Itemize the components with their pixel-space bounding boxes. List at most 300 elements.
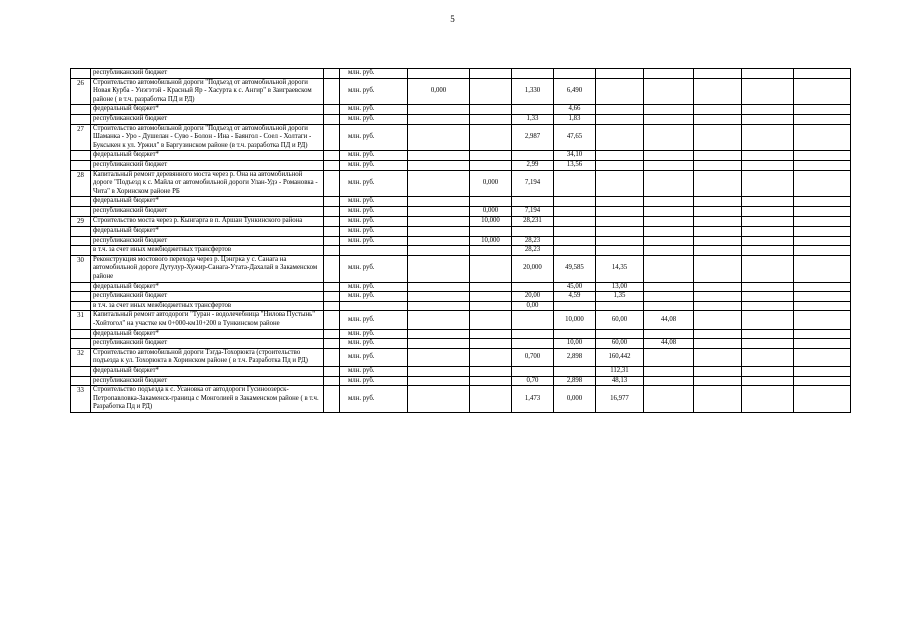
row-number bbox=[71, 236, 91, 246]
value-cell: 60,00 bbox=[596, 311, 644, 329]
spacer-cell bbox=[324, 197, 340, 207]
row-number bbox=[71, 292, 91, 302]
row-number: 32 bbox=[71, 348, 91, 366]
spacer-cell bbox=[324, 301, 340, 311]
value-cell bbox=[794, 151, 851, 161]
value-cell bbox=[694, 236, 742, 246]
value-cell bbox=[408, 151, 470, 161]
value-cell bbox=[794, 227, 851, 237]
row-number bbox=[71, 376, 91, 386]
value-cell bbox=[408, 160, 470, 170]
row-description: Капитальный ремонт автодороги "Туран - водолечебница "Нилова Пустынь" -Хойтогол" на участке км 0+000-км10+200 в Тункинском районе bbox=[91, 311, 324, 329]
value-cell bbox=[644, 236, 694, 246]
value-cell bbox=[408, 114, 470, 124]
spacer-cell bbox=[324, 216, 340, 227]
value-cell bbox=[596, 246, 644, 256]
row-unit: млн. руб. bbox=[340, 197, 408, 207]
row-number bbox=[71, 367, 91, 377]
value-cell: 0,00 bbox=[512, 301, 554, 311]
row-number bbox=[71, 227, 91, 237]
value-cell bbox=[596, 206, 644, 216]
value-cell bbox=[694, 311, 742, 329]
value-cell: 0,000 bbox=[408, 78, 470, 105]
value-cell bbox=[794, 292, 851, 302]
budget-table bbox=[70, 68, 851, 413]
row-unit: млн. руб. bbox=[340, 292, 408, 302]
value-cell: 44,08 bbox=[644, 311, 694, 329]
row-unit: млн. руб. bbox=[340, 105, 408, 115]
value-cell: 4,66 bbox=[554, 105, 596, 115]
table-row bbox=[71, 348, 851, 366]
value-cell bbox=[596, 236, 644, 246]
value-cell bbox=[554, 301, 596, 311]
value-cell bbox=[742, 282, 794, 292]
row-unit: млн. руб. bbox=[340, 160, 408, 170]
table-row bbox=[71, 339, 851, 349]
value-cell bbox=[408, 282, 470, 292]
value-cell: 1,330 bbox=[512, 78, 554, 105]
table-row bbox=[71, 292, 851, 302]
value-cell bbox=[644, 376, 694, 386]
row-description: федеральный бюджет* bbox=[91, 197, 324, 207]
value-cell bbox=[470, 311, 512, 329]
value-cell bbox=[512, 227, 554, 237]
value-cell bbox=[794, 236, 851, 246]
value-cell: 28,23 bbox=[512, 236, 554, 246]
value-cell bbox=[694, 151, 742, 161]
spacer-cell bbox=[324, 386, 340, 413]
value-cell bbox=[644, 78, 694, 105]
table-row bbox=[71, 78, 851, 105]
value-cell bbox=[794, 386, 851, 413]
row-description: Строительство подъезда к с. Усановка от автодороги Гусиноозерск-Петропавловка-Закаменск-граница с Монголией в Закаменском районе ( в т.ч. Разработка Пд и РД) bbox=[91, 386, 324, 413]
row-unit bbox=[340, 301, 408, 311]
value-cell bbox=[554, 367, 596, 377]
page-number: 5 bbox=[450, 14, 455, 24]
value-cell bbox=[470, 105, 512, 115]
value-cell bbox=[644, 197, 694, 207]
value-cell bbox=[408, 339, 470, 349]
value-cell: 47,65 bbox=[554, 124, 596, 151]
spacer-cell bbox=[324, 236, 340, 246]
row-description: республиканский бюджет bbox=[91, 206, 324, 216]
value-cell bbox=[742, 386, 794, 413]
value-cell: 2,987 bbox=[512, 124, 554, 151]
value-cell bbox=[694, 114, 742, 124]
value-cell bbox=[794, 114, 851, 124]
row-number: 29 bbox=[71, 216, 91, 227]
value-cell bbox=[694, 216, 742, 227]
row-unit: млн. руб. bbox=[340, 69, 408, 79]
table-row bbox=[71, 197, 851, 207]
value-cell bbox=[694, 329, 742, 339]
row-number bbox=[71, 160, 91, 170]
spacer-cell bbox=[324, 170, 340, 197]
value-cell bbox=[644, 160, 694, 170]
value-cell bbox=[694, 160, 742, 170]
value-cell bbox=[644, 69, 694, 79]
value-cell: 0,700 bbox=[512, 348, 554, 366]
value-cell bbox=[794, 376, 851, 386]
spacer-cell bbox=[324, 69, 340, 79]
row-unit: млн. руб. bbox=[340, 114, 408, 124]
value-cell bbox=[408, 216, 470, 227]
value-cell bbox=[408, 329, 470, 339]
value-cell bbox=[554, 246, 596, 256]
value-cell bbox=[596, 124, 644, 151]
spacer-cell bbox=[324, 367, 340, 377]
table-row bbox=[71, 236, 851, 246]
row-unit: млн. руб. bbox=[340, 216, 408, 227]
row-description: республиканский бюджет bbox=[91, 160, 324, 170]
value-cell bbox=[470, 386, 512, 413]
value-cell bbox=[408, 348, 470, 366]
value-cell bbox=[694, 301, 742, 311]
row-unit: млн. руб. bbox=[340, 151, 408, 161]
value-cell bbox=[694, 170, 742, 197]
value-cell bbox=[470, 348, 512, 366]
table-row bbox=[71, 329, 851, 339]
value-cell bbox=[554, 236, 596, 246]
value-cell bbox=[470, 114, 512, 124]
value-cell bbox=[408, 236, 470, 246]
value-cell: 14,35 bbox=[596, 255, 644, 282]
value-cell: 20,000 bbox=[512, 255, 554, 282]
value-cell bbox=[694, 197, 742, 207]
value-cell bbox=[794, 69, 851, 79]
value-cell bbox=[644, 367, 694, 377]
value-cell bbox=[644, 170, 694, 197]
value-cell bbox=[596, 105, 644, 115]
table-row bbox=[71, 216, 851, 227]
value-cell bbox=[644, 114, 694, 124]
value-cell bbox=[470, 339, 512, 349]
row-unit: млн. руб. bbox=[340, 227, 408, 237]
spacer-cell bbox=[324, 206, 340, 216]
table-row bbox=[71, 311, 851, 329]
table-row bbox=[71, 69, 851, 79]
value-cell bbox=[470, 301, 512, 311]
value-cell bbox=[794, 170, 851, 197]
value-cell bbox=[512, 329, 554, 339]
value-cell bbox=[742, 376, 794, 386]
row-number bbox=[71, 105, 91, 115]
row-unit: млн. руб. bbox=[340, 386, 408, 413]
value-cell: 4,59 bbox=[554, 292, 596, 302]
spacer-cell bbox=[324, 348, 340, 366]
spacer-cell bbox=[324, 105, 340, 115]
value-cell bbox=[470, 329, 512, 339]
value-cell bbox=[694, 124, 742, 151]
value-cell bbox=[408, 292, 470, 302]
value-cell bbox=[470, 69, 512, 79]
value-cell bbox=[644, 282, 694, 292]
value-cell bbox=[794, 301, 851, 311]
value-cell: 34,10 bbox=[554, 151, 596, 161]
table-row bbox=[71, 367, 851, 377]
value-cell bbox=[596, 197, 644, 207]
value-cell: 60,00 bbox=[596, 339, 644, 349]
row-description: федеральный бюджет* bbox=[91, 151, 324, 161]
value-cell bbox=[742, 216, 794, 227]
value-cell bbox=[470, 197, 512, 207]
value-cell: 6,490 bbox=[554, 78, 596, 105]
value-cell bbox=[644, 246, 694, 256]
value-cell bbox=[742, 236, 794, 246]
value-cell bbox=[470, 151, 512, 161]
value-cell: 48,13 bbox=[596, 376, 644, 386]
row-number bbox=[71, 69, 91, 79]
value-cell bbox=[644, 227, 694, 237]
row-unit: млн. руб. bbox=[340, 255, 408, 282]
value-cell: 20,00 bbox=[512, 292, 554, 302]
value-cell bbox=[408, 367, 470, 377]
row-number bbox=[71, 282, 91, 292]
value-cell bbox=[742, 69, 794, 79]
value-cell bbox=[512, 151, 554, 161]
value-cell: 16,977 bbox=[596, 386, 644, 413]
value-cell bbox=[554, 227, 596, 237]
value-cell bbox=[470, 376, 512, 386]
value-cell bbox=[644, 206, 694, 216]
value-cell bbox=[742, 301, 794, 311]
value-cell bbox=[794, 255, 851, 282]
value-cell bbox=[512, 339, 554, 349]
table-row bbox=[71, 160, 851, 170]
value-cell bbox=[596, 329, 644, 339]
value-cell bbox=[742, 329, 794, 339]
value-cell bbox=[596, 114, 644, 124]
row-unit: млн. руб. bbox=[340, 170, 408, 197]
value-cell bbox=[742, 367, 794, 377]
value-cell bbox=[644, 329, 694, 339]
row-number bbox=[71, 246, 91, 256]
value-cell bbox=[596, 151, 644, 161]
table-row bbox=[71, 151, 851, 161]
value-cell: 10,000 bbox=[554, 311, 596, 329]
value-cell bbox=[742, 197, 794, 207]
value-cell bbox=[512, 197, 554, 207]
table-row bbox=[71, 376, 851, 386]
value-cell bbox=[470, 160, 512, 170]
row-unit: млн. руб. bbox=[340, 78, 408, 105]
row-description: федеральный бюджет* bbox=[91, 282, 324, 292]
value-cell bbox=[742, 151, 794, 161]
value-cell bbox=[794, 282, 851, 292]
row-unit: млн. руб. bbox=[340, 236, 408, 246]
spacer-cell bbox=[324, 292, 340, 302]
value-cell bbox=[408, 124, 470, 151]
value-cell: 10,000 bbox=[470, 236, 512, 246]
table-row bbox=[71, 255, 851, 282]
table-body bbox=[71, 69, 851, 413]
value-cell: 160,442 bbox=[596, 348, 644, 366]
row-description: федеральный бюджет* bbox=[91, 105, 324, 115]
spacer-cell bbox=[324, 376, 340, 386]
table-row bbox=[71, 170, 851, 197]
row-description: Строительство моста через р. Кынгарга в п. Аршан Тункинского района bbox=[91, 216, 324, 227]
value-cell: 13,56 bbox=[554, 160, 596, 170]
value-cell bbox=[408, 376, 470, 386]
spacer-cell bbox=[324, 282, 340, 292]
value-cell bbox=[742, 206, 794, 216]
table-row bbox=[71, 227, 851, 237]
value-cell bbox=[742, 114, 794, 124]
row-number bbox=[71, 301, 91, 311]
value-cell: 28,231 bbox=[512, 216, 554, 227]
table-row bbox=[71, 301, 851, 311]
row-description: республиканский бюджет bbox=[91, 114, 324, 124]
row-description: Строительство автомобильной дороги "Подъезд от автомобильной дороги Шаманка - Уро - Душелан - Суво - Болон - Ина - Баянгол - Соел - Холтаги - Буксыкен к ул. Уржил" в Баргузинском районе (в т.ч. разработка ПД и РД) bbox=[91, 124, 324, 151]
spacer-cell bbox=[324, 329, 340, 339]
value-cell bbox=[694, 69, 742, 79]
value-cell bbox=[408, 311, 470, 329]
value-cell: 2,898 bbox=[554, 376, 596, 386]
row-unit: млн. руб. bbox=[340, 206, 408, 216]
value-cell bbox=[694, 105, 742, 115]
row-description: Реконструкция мостового перехода через р. Цэнгрка у с. Санага на автомобильной дороге Дутулур-Хужир-Санага-Утата-Дахалай в Закаменском районе bbox=[91, 255, 324, 282]
row-number: 28 bbox=[71, 170, 91, 197]
value-cell: 1,83 bbox=[554, 114, 596, 124]
table-row bbox=[71, 105, 851, 115]
value-cell bbox=[794, 206, 851, 216]
value-cell bbox=[742, 170, 794, 197]
row-unit: млн. руб. bbox=[340, 311, 408, 329]
value-cell bbox=[512, 105, 554, 115]
value-cell bbox=[470, 124, 512, 151]
value-cell bbox=[408, 197, 470, 207]
row-unit: млн. руб. bbox=[340, 376, 408, 386]
spacer-cell bbox=[324, 255, 340, 282]
spacer-cell bbox=[324, 311, 340, 329]
value-cell bbox=[742, 227, 794, 237]
row-number bbox=[71, 339, 91, 349]
value-cell bbox=[694, 78, 742, 105]
table-row bbox=[71, 246, 851, 256]
value-cell bbox=[694, 282, 742, 292]
value-cell bbox=[644, 301, 694, 311]
value-cell bbox=[554, 170, 596, 197]
value-cell bbox=[596, 301, 644, 311]
value-cell bbox=[470, 78, 512, 105]
value-cell bbox=[512, 282, 554, 292]
row-number bbox=[71, 206, 91, 216]
value-cell bbox=[694, 206, 742, 216]
value-cell bbox=[408, 206, 470, 216]
value-cell: 0,000 bbox=[554, 386, 596, 413]
value-cell bbox=[794, 216, 851, 227]
value-cell bbox=[794, 311, 851, 329]
value-cell bbox=[470, 246, 512, 256]
row-number: 30 bbox=[71, 255, 91, 282]
value-cell bbox=[596, 78, 644, 105]
row-description: федеральный бюджет* bbox=[91, 329, 324, 339]
value-cell bbox=[694, 386, 742, 413]
value-cell bbox=[694, 339, 742, 349]
row-unit: млн. руб. bbox=[340, 348, 408, 366]
row-description: республиканский бюджет bbox=[91, 69, 324, 79]
value-cell bbox=[408, 170, 470, 197]
value-cell: 10,00 bbox=[554, 339, 596, 349]
value-cell bbox=[596, 216, 644, 227]
row-description: Строительство автомобильной дороги Тэгда-Тохорюкта (строительство подъезда к ул. Тохорюкта в Хоринском районе ( в т.ч. Разработка Пд и РД) bbox=[91, 348, 324, 366]
value-cell: 28,23 bbox=[512, 246, 554, 256]
value-cell bbox=[470, 367, 512, 377]
spacer-cell bbox=[324, 227, 340, 237]
row-description: республиканский бюджет bbox=[91, 236, 324, 246]
row-description: Строительство автомобильной дороги "Подъезд от автомобильной дороги Новая Курба - Унэгэтэй - Красный Яр - Хасурта к с. Ангир" в Заиграевском районе ( в т.ч. разработка ПД и РД) bbox=[91, 78, 324, 105]
value-cell bbox=[554, 69, 596, 79]
value-cell bbox=[512, 311, 554, 329]
value-cell bbox=[644, 386, 694, 413]
value-cell bbox=[512, 367, 554, 377]
value-cell bbox=[794, 246, 851, 256]
value-cell bbox=[554, 216, 596, 227]
value-cell bbox=[596, 160, 644, 170]
value-cell bbox=[470, 227, 512, 237]
spacer-cell bbox=[324, 246, 340, 256]
value-cell bbox=[794, 329, 851, 339]
value-cell bbox=[596, 227, 644, 237]
value-cell: 1,35 bbox=[596, 292, 644, 302]
value-cell: 112,31 bbox=[596, 367, 644, 377]
table-row bbox=[71, 114, 851, 124]
row-description: в т.ч. за счет иных межбюджетных трансфертов bbox=[91, 246, 324, 256]
value-cell bbox=[742, 105, 794, 115]
row-number bbox=[71, 151, 91, 161]
row-number: 27 bbox=[71, 124, 91, 151]
row-description: республиканский бюджет bbox=[91, 376, 324, 386]
spacer-cell bbox=[324, 160, 340, 170]
value-cell bbox=[554, 329, 596, 339]
row-unit bbox=[340, 246, 408, 256]
value-cell bbox=[644, 216, 694, 227]
table-row bbox=[71, 206, 851, 216]
value-cell bbox=[644, 105, 694, 115]
value-cell: 1,33 bbox=[512, 114, 554, 124]
value-cell bbox=[694, 227, 742, 237]
value-cell bbox=[794, 348, 851, 366]
value-cell: 7,194 bbox=[512, 206, 554, 216]
row-number: 33 bbox=[71, 386, 91, 413]
value-cell bbox=[694, 255, 742, 282]
value-cell bbox=[742, 78, 794, 105]
value-cell: 1,473 bbox=[512, 386, 554, 413]
value-cell: 2,898 bbox=[554, 348, 596, 366]
spacer-cell bbox=[324, 114, 340, 124]
value-cell bbox=[644, 151, 694, 161]
value-cell bbox=[644, 124, 694, 151]
row-unit: млн. руб. bbox=[340, 124, 408, 151]
row-description: республиканский бюджет bbox=[91, 339, 324, 349]
value-cell bbox=[644, 292, 694, 302]
row-number: 26 bbox=[71, 78, 91, 105]
value-cell bbox=[794, 105, 851, 115]
value-cell bbox=[470, 282, 512, 292]
value-cell bbox=[408, 105, 470, 115]
value-cell bbox=[408, 246, 470, 256]
value-cell bbox=[554, 206, 596, 216]
spacer-cell bbox=[324, 339, 340, 349]
value-cell bbox=[644, 348, 694, 366]
value-cell bbox=[408, 386, 470, 413]
row-description: федеральный бюджет* bbox=[91, 367, 324, 377]
value-cell bbox=[694, 348, 742, 366]
value-cell bbox=[794, 124, 851, 151]
value-cell bbox=[470, 255, 512, 282]
value-cell bbox=[596, 69, 644, 79]
value-cell bbox=[694, 376, 742, 386]
